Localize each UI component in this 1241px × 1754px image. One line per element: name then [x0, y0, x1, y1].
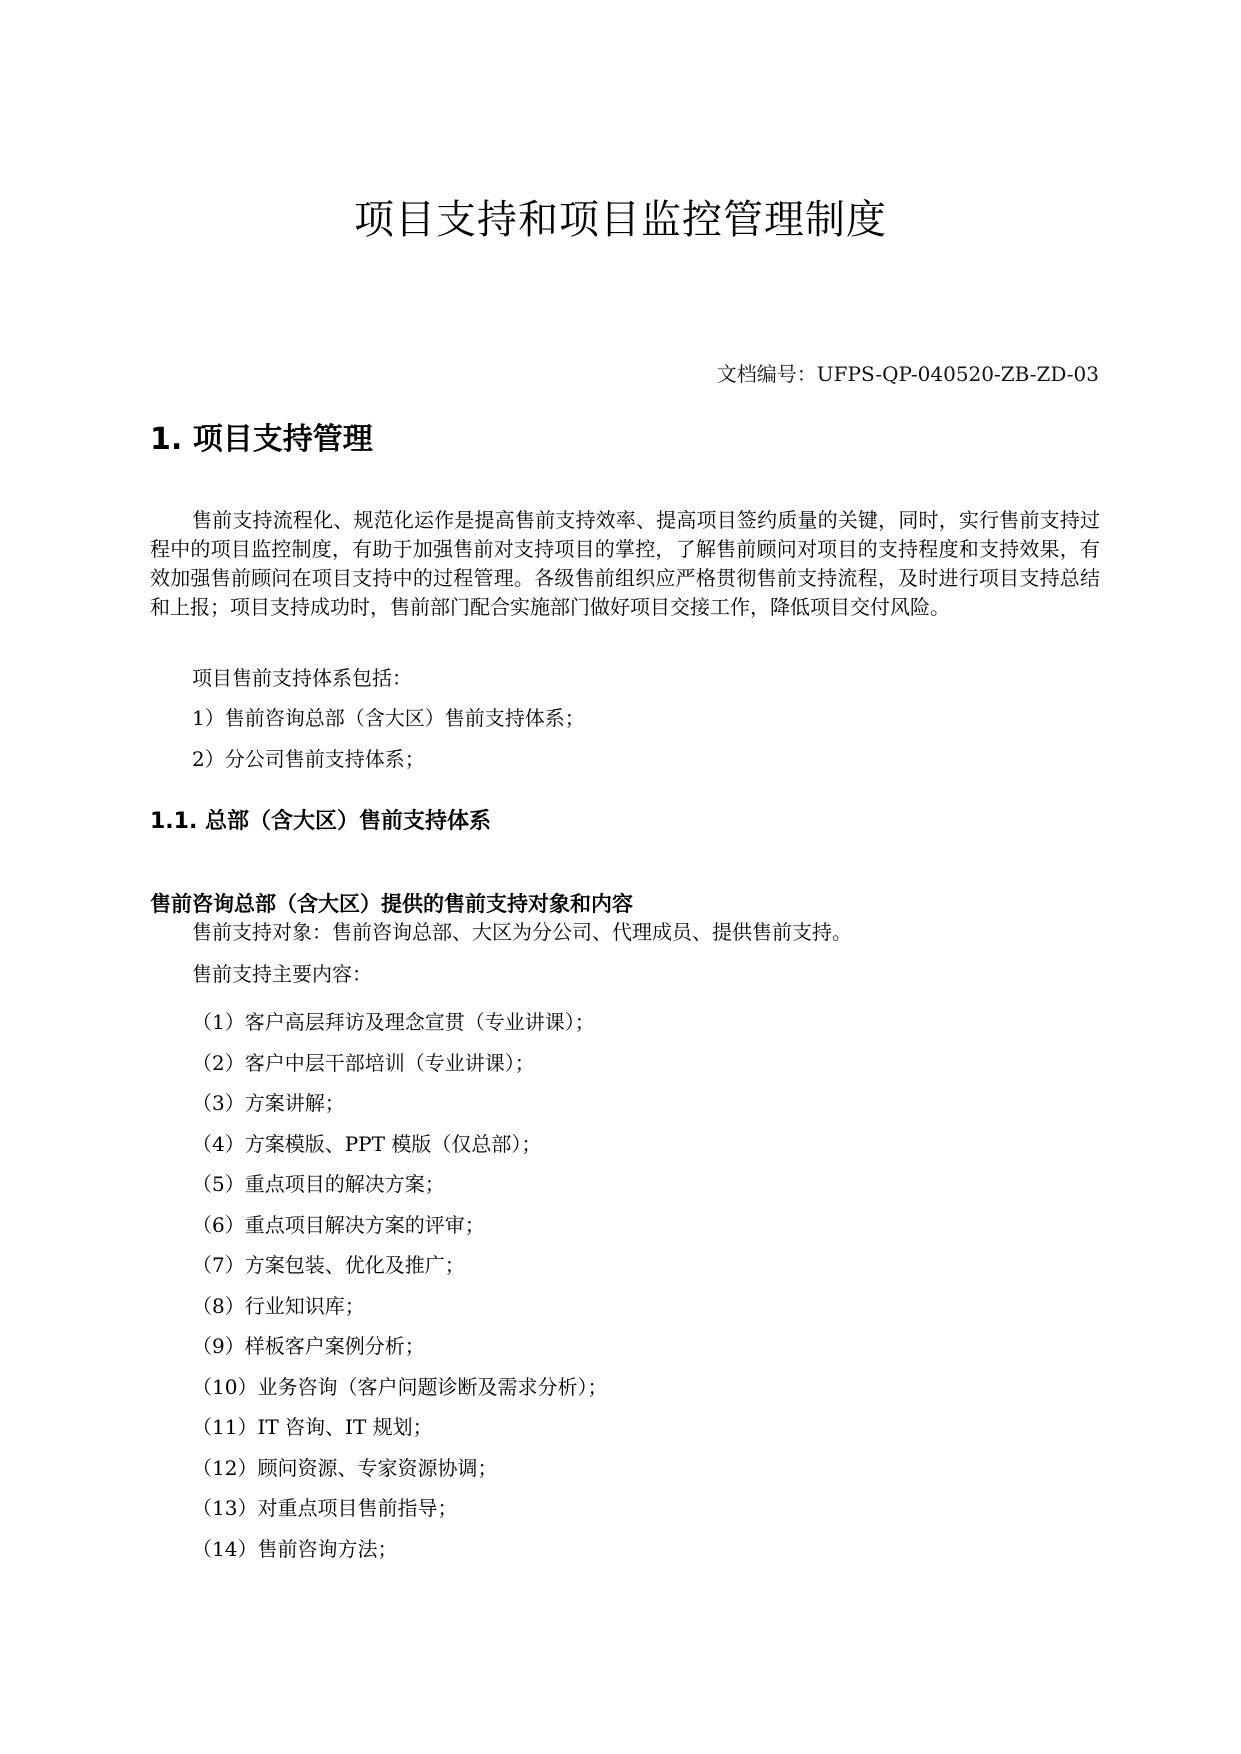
support-scope-subheading: 售前咨询总部（含大区）提供的售前支持对象和内容: [150, 892, 633, 916]
list-item: （3）方案讲解；: [192, 1091, 345, 1115]
list-item: （10）业务咨询（客户问题诊断及需求分析）；: [192, 1374, 608, 1399]
support-system-intro: 项目售前支持体系包括：: [192, 666, 412, 690]
section-1-1-heading: 1.1. 总部（含大区）售前支持体系: [150, 809, 491, 834]
list-item: （13）对重点项目售前指导；: [192, 1496, 458, 1520]
section-1-paragraph: 售前支持流程化、规范化运作是提高售前支持效率、提高项目签约质量的关键，同时，实行售前支持过程中的项目监控制度，有助于加强售前对支持项目的掌控，了解售前顾问对项目的支持程度和支持效果，有效加强售前顾问在项目支持中的过程管理。各级售前组织应严格贯彻售前支持流程，及时进行项目支持总结和上报；项目支持成功时，售前部门配合实施部门做好项目交接工作，降低项目交付风险。: [150, 508, 1100, 619]
list-item: （11）IT 咨询、IT 规划；: [192, 1415, 433, 1439]
list-item: （7）方案包装、优化及推广；: [192, 1253, 465, 1277]
list-item: （4）方案模版、PPT 模版（仅总部）；: [192, 1131, 542, 1156]
document-title: 项目支持和项目监控管理制度: [354, 197, 887, 243]
document-number: 文档编号：UFPS-QP-040520-ZB-ZD-03: [716, 362, 1099, 386]
support-system-item: 1）售前咨询总部（含大区）售前支持体系；: [192, 706, 585, 730]
list-item: （5）重点项目的解决方案；: [192, 1172, 445, 1196]
support-content-list: [192, 1008, 607, 1575]
support-target-text: 售前支持对象：售前咨询总部、大区为分公司、代理成员、提供售前支持。: [192, 920, 852, 944]
list-item: （9）样板客户案例分析；: [192, 1334, 425, 1358]
list-item: （6）重点项目解决方案的评审；: [192, 1212, 485, 1237]
section-1-heading: 1. 项目支持管理: [150, 422, 373, 457]
list-item: （2）客户中层干部培训（专业讲课）；: [192, 1050, 535, 1075]
list-item: （1）客户高层拜访及理念宣贯（专业讲课）；: [192, 1010, 595, 1034]
list-item: （14）售前咨询方法；: [192, 1536, 398, 1561]
support-content-intro: 售前支持主要内容：: [192, 962, 372, 986]
list-item: （12）顾问资源、专家资源协调；: [192, 1455, 498, 1480]
support-system-item: 2）分公司售前支持体系；: [192, 747, 425, 771]
list-item: （8）行业知识库；: [192, 1293, 365, 1318]
